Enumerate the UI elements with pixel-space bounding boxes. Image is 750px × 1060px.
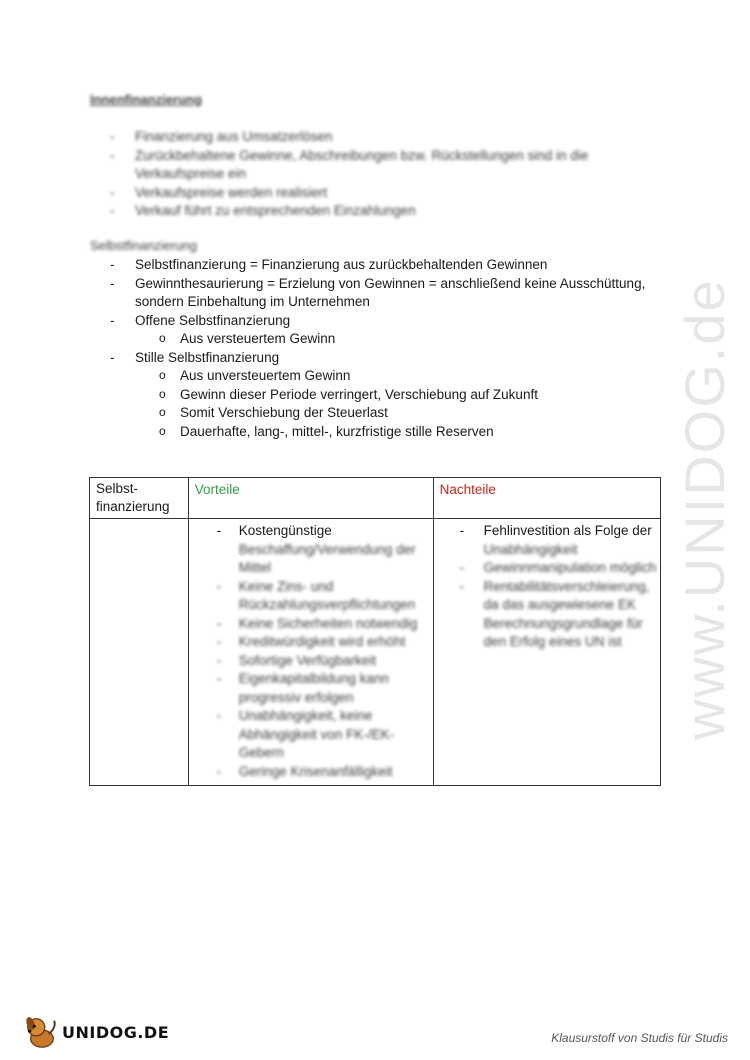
nachteile-header: Nachteile [439,482,496,497]
sub-list-item: o Aus unversteuertem Gewinn [135,367,670,386]
list-item-continuation: Beschaffung/Verwendung der Mittel [238,541,416,575]
list-item: - Gewinnmanipulation möglich [434,559,660,578]
list-item [434,522,660,559]
sub-list-item: o Gewinn dieser Periode verringert, Verschiebung auf Zukunft [135,386,670,405]
list-item: - Kreditwürdigkeit wird erhöht [189,633,433,652]
list-item: - Verkaufspreise werden realisiert [110,184,670,203]
list-item-continuation: Unabhängigkeit [483,541,578,557]
footer-logo[interactable] [22,1013,169,1051]
dog-mascot-icon [22,1013,60,1051]
list-item: - Verkauf führt zu entsprechenden Einzahlungen [110,202,670,221]
list-item: - Zurückbehaltene Gewinne, Abschreibungen bzw. Rückstellungen sind in die Verkaufspreise ein [110,147,670,184]
list-item: - Selbstfinanzierung = Finanzierung aus zurückbehaltenden Gewinnen [110,256,670,275]
list-item: - Unabhängigkeit, keine Abhängigkeit von FK-/EK-Gebern [189,707,433,763]
nachteile-list [434,519,660,656]
list-item [110,349,670,442]
intern-list [110,128,670,221]
list-item: - Finanzierung aus Umsatzerlösen [110,128,670,147]
nachteile-cell [433,519,660,786]
table-row [90,519,661,786]
list-item-label: Kostengünstige [238,523,332,538]
list-item [189,522,433,578]
nachteile-header-cell [433,478,660,519]
empty-cell [90,519,189,786]
advantages-table [89,477,661,786]
list-item-label: Fehlinvestition als Folge der [483,523,652,538]
document-page: www.UNIDOG.de Innenfinanzierung - Finanzierung aus Umsatzerlösen - Zurückbehaltene Gewinne, Abschreibungen bzw. Rückstellungen sind in die Verkaufspreise ein - Verkaufspreise werden realisiert - Verkauf führt zu entsprechenden Einzahlungen Selbstfinanzierung - Selbstfinanzierung = Finanzierung aus zurückbehaltenden Gewinnen - Gewinnthesaurierung = Erzielung von Gewinnen = anschließend keine Ausschüttung, sondern Einbehaltung im Unternehmen - Offene Selbstfinanzierung o Aus versteuertem Gewinn - Stille Selbstfinanzierung o Aus unversteuertem Gewinn o Gewinn dieser Periode verringert, Verschiebung auf Zukunft o Somit Verschiebung der Steuerlast o Dauerhafte, lang-, mittel-, kurzfristige stille Reserven Selbst-finanzierung Vorteile Nachteile - Kostengünstige Beschaffung/Verwendung der Mittel - Keine Zins- und Rückzahlungsverpflichtungen - Keine Sicherheiten notwendig - Kreditwürdigkeit wird erhöht - Sofortige Verfügbarkeit - Eigenkapitalbildung kann progressiv erfolgen - Unabhängigkeit, keine Abhängigkeit von FK-/EK-Gebern - Geringe Krisenanfälligkeit - Fehlinvestition als Folge der Unabhängigkeit - Gewinnmanipulation möglich - Rentabilitätsverschleierung, da das ausgewiesene EK Berechnungsgrundlage für den Erfolg eines UN ist UNIDOG.DE Klausurstoff von Studis für Studis [0,0,750,1060]
row-label-cell: Selbst-finanzierung [90,478,189,519]
list-item: - Geringe Krisenanfälligkeit [189,763,433,782]
footer-tagline: Klausurstoff von Studis für Studis [551,1031,728,1045]
list-item: - Eigenkapitalbildung kann progressiv erfolgen [189,670,433,707]
list-item: - Gewinnthesaurierung = Erzielung von Gewinnen = anschließend keine Ausschüttung, sondern Einbehaltung im Unternehmen [110,275,670,312]
sub-list-item: o Somit Verschiebung der Steuerlast [135,404,670,423]
table-header-row [90,478,661,519]
sub-list [135,367,670,441]
list-item: - Keine Sicherheiten notwendig [189,615,433,634]
vorteile-cell [188,519,433,786]
logo-text: UNIDOG.DE [62,1022,170,1042]
list-item: - Keine Zins- und Rückzahlungsverpflichtungen [189,578,433,615]
sub-list-item: o Dauerhafte, lang-, mittel-, kurzfristige stille Reserven [135,423,670,442]
list-item: - Sofortige Verfügbarkeit [189,652,433,671]
sub-list-item: o Aus versteuertem Gewinn [135,330,670,349]
vorteile-header: Vorteile [194,482,240,497]
list-item-label: Stille Selbstfinanzierung [135,349,280,365]
intern-heading: Innenfinanzierung [90,92,202,107]
vorteile-header-cell [188,478,433,519]
list-item: - Rentabilitätsverschleierung, da das ausgewiesene EK Berechnungsgrundlage für den Erfolg eines UN ist [434,578,660,652]
list-item [110,312,670,349]
vorteile-list [189,519,433,785]
list-item-label: Offene Selbstfinanzierung [135,312,291,328]
selbst-heading: Selbstfinanzierung [90,238,197,253]
selbst-list [110,256,670,441]
sub-list [135,330,670,349]
